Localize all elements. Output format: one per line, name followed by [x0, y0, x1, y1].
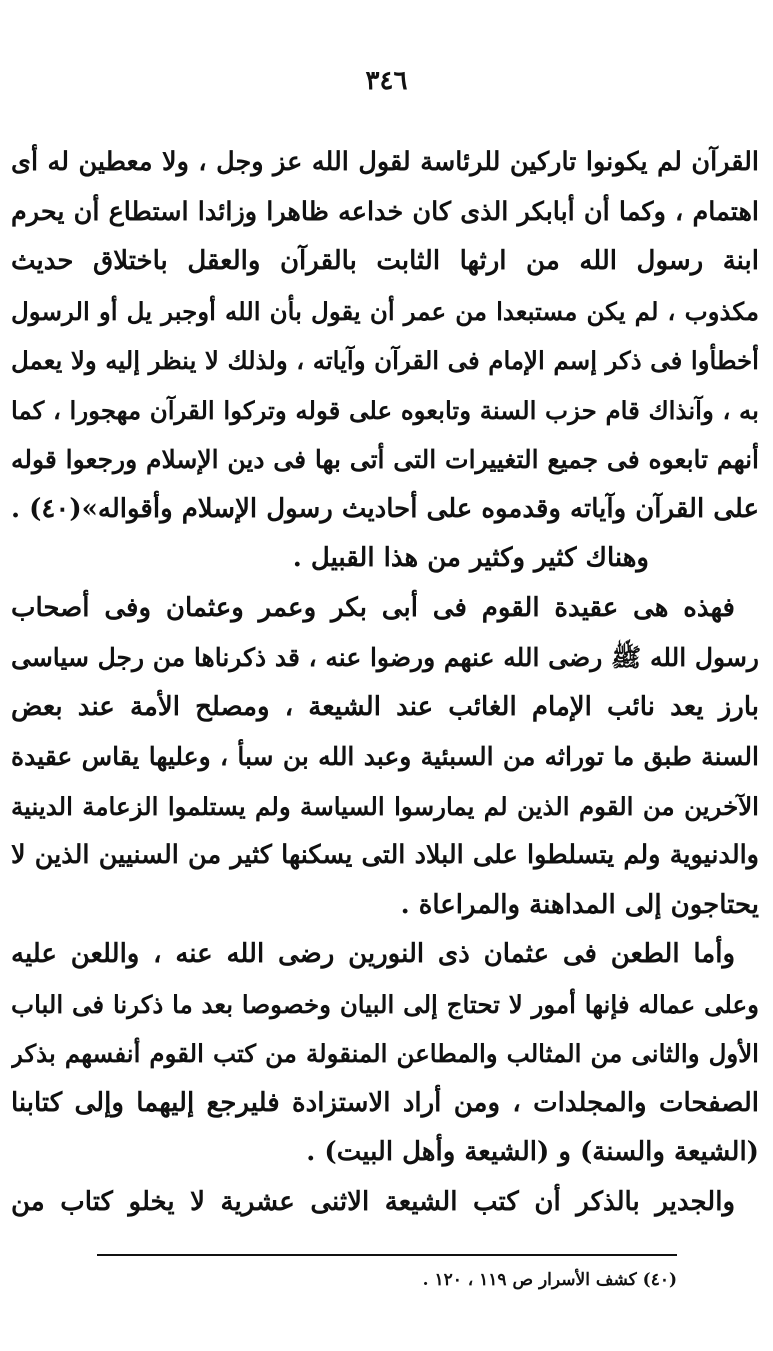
page-number: ٣٤٦ [365, 66, 408, 96]
text-line: ابنة رسول الله من ارثها الثابت بالقرآن والعقل باختلاق حديث [11, 246, 759, 276]
text-line: مكذوب ، لم يكن مستبعدا من عمر أن يقول بأن الله أوجبر يل أو الرسول [11, 296, 759, 326]
text-line: الأول والثانى من المثالب والمطاعن المنقولة من كتب القوم أنفسهم بذكر [11, 1039, 759, 1068]
footnote-divider [97, 1254, 677, 1256]
text-line: الصفحات والمجلدات ، ومن أراد الاستزادة فليرجع إليهما وإلى كتابنا [11, 1087, 759, 1118]
text-line: القرآن لم يكونوا تاركين للرئاسة لقول الله عز وجل ، ولا معطين له أى [11, 147, 759, 177]
text-line: والدنيوية ولم يتسلطوا على البلاد التى يسكنها كثير من السنيين الذين لا [11, 840, 759, 870]
text-line: الآخرين من القوم الذين لم يمارسوا السياسة ولم يستلموا الزعامة الدينية [11, 791, 759, 821]
text-line: وأما الطعن فى عثمان ذى النورين رضى الله عنه ، واللعن عليه [11, 939, 735, 969]
footnote: (٤٠) كشف الأسرار ص ١١٩ ، ١٢٠ . [422, 1270, 677, 1290]
text-line: على القرآن وآياته وقدموه على أحاديث رسول الإسلام وأقواله»(٤٠) . [11, 493, 759, 524]
text-line: أنهم تابعوه فى جميع التغييرات التى أتى بها فى دين الإسلام ورجعوا قوله [11, 445, 759, 474]
text-line: به ، وآنذاك قام حزب السنة وتابعوه على قوله وتركوا القرآن مهجورا ، كما [11, 395, 759, 425]
text-line: اهتمام ، وكما أن أبابكر الذى كان خداعه ظاهرا وزائدا استطاع أن يحرم [11, 196, 759, 227]
text-line: وعلى عماله فإنها أمور لا تحتاج إلى البيان وخصوصا بعد ما ذكرنا فى الباب [11, 989, 759, 1019]
text-line: والجدير بالذكر أن كتب الشيعة الاثنى عشرية لا يخلو كتاب من [11, 1186, 735, 1217]
text-line: السنة طبق ما توراثه من السبئية وعبد الله بن سبأ ، وعليها يقاس عقيدة [11, 742, 759, 771]
text-line: يحتاجون إلى المداهنة والمراعاة . [400, 889, 759, 920]
text-line: وهناك كثير وكثير من هذا القبيل . [292, 543, 649, 573]
text-line: (الشيعة والسنة) و (الشيعة وأهل البيت) . [306, 1137, 759, 1167]
text-line: فهذه هى عقيدة القوم فى أبى بكر وعمر وعثمان وفى أصحاب [11, 592, 735, 623]
text-line: رسول الله ﷺ رضى الله عنهم ورضوا عنه ، قد ذكرناها من رجل سياسى [11, 643, 759, 672]
text-line: أخطأوا فى ذكر إسم الإمام فى القرآن وآياته ، ولذلك لا ينظر إليه ولا يعمل [11, 346, 759, 375]
body-text [11, 138, 759, 1227]
text-line: بارز يعد نائب الإمام الغائب عند الشيعة ، ومصلح الأمة عند بعض [11, 691, 759, 722]
